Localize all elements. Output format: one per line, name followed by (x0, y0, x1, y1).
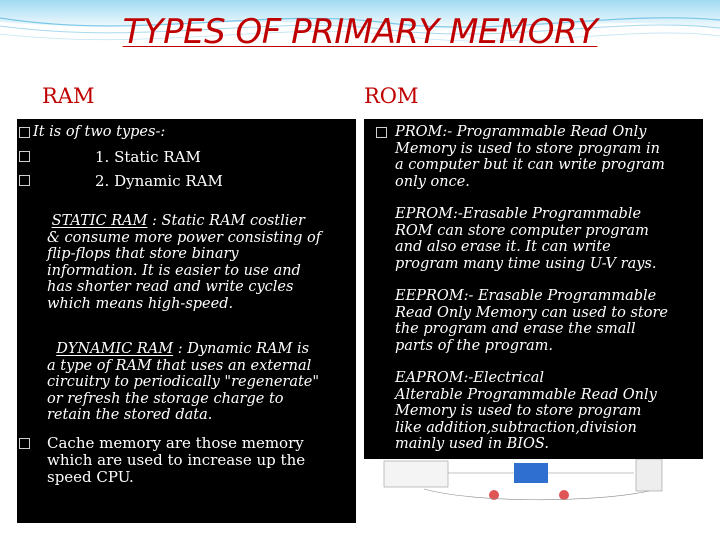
eeprom-description: EEPROM:- Erasable Programmable Read Only Memory can used to store the program and erase the small parts of the program. (395, 288, 668, 354)
static-ram-term: STATIC RAM (51, 213, 148, 229)
ram-type-dynamic: 2. Dynamic RAM (95, 172, 223, 190)
bullet-icon (376, 127, 387, 138)
ram-heading: RAM (42, 84, 95, 108)
memory-diagram-thumbnail (364, 459, 703, 503)
slide-title: TYPES OF PRIMARY MEMORY (122, 12, 598, 52)
prom-description: PROM:- Programmable Read Only Memory is used to store program in a computer but it can write program only once. (395, 124, 665, 190)
ram-type-static: 1. Static RAM (95, 148, 201, 166)
dynamic-ram-description: DYNAMIC RAM : Dynamic RAM is a type of RAM that uses an external circuitry to periodically "regenerate" or refresh the storage charge to retain the stored data. (47, 341, 320, 423)
bullet-icon (19, 151, 30, 162)
static-ram-description: STATIC RAM : Static RAM costlier & consume more power consisting of flip-flops that store binary information. It is easier to use and has shorter read and write cycles which means high-speed. (47, 213, 322, 312)
cache-memory-description: Cache memory are those memory which are used to increase up the speed CPU. (47, 434, 306, 486)
rom-heading: ROM (364, 84, 419, 108)
eaprom-description: EAPROM:-Electrical Alterable Programmable Read Only Memory is used to store program like addition,subtraction,division mainly used in BIOS. (395, 370, 657, 452)
bullet-icon (19, 127, 30, 138)
ram-panel (17, 119, 356, 523)
bullet-icon (19, 438, 30, 449)
dynamic-ram-term: DYNAMIC RAM (56, 341, 174, 357)
ram-intro: It is of two types-: (33, 124, 166, 140)
bullet-icon (19, 175, 30, 186)
rom-panel (364, 119, 703, 503)
eprom-description: EPROM:-Erasable Programmable ROM can store computer program and also erase it. It can write program many time using U-V rays. (395, 206, 657, 272)
